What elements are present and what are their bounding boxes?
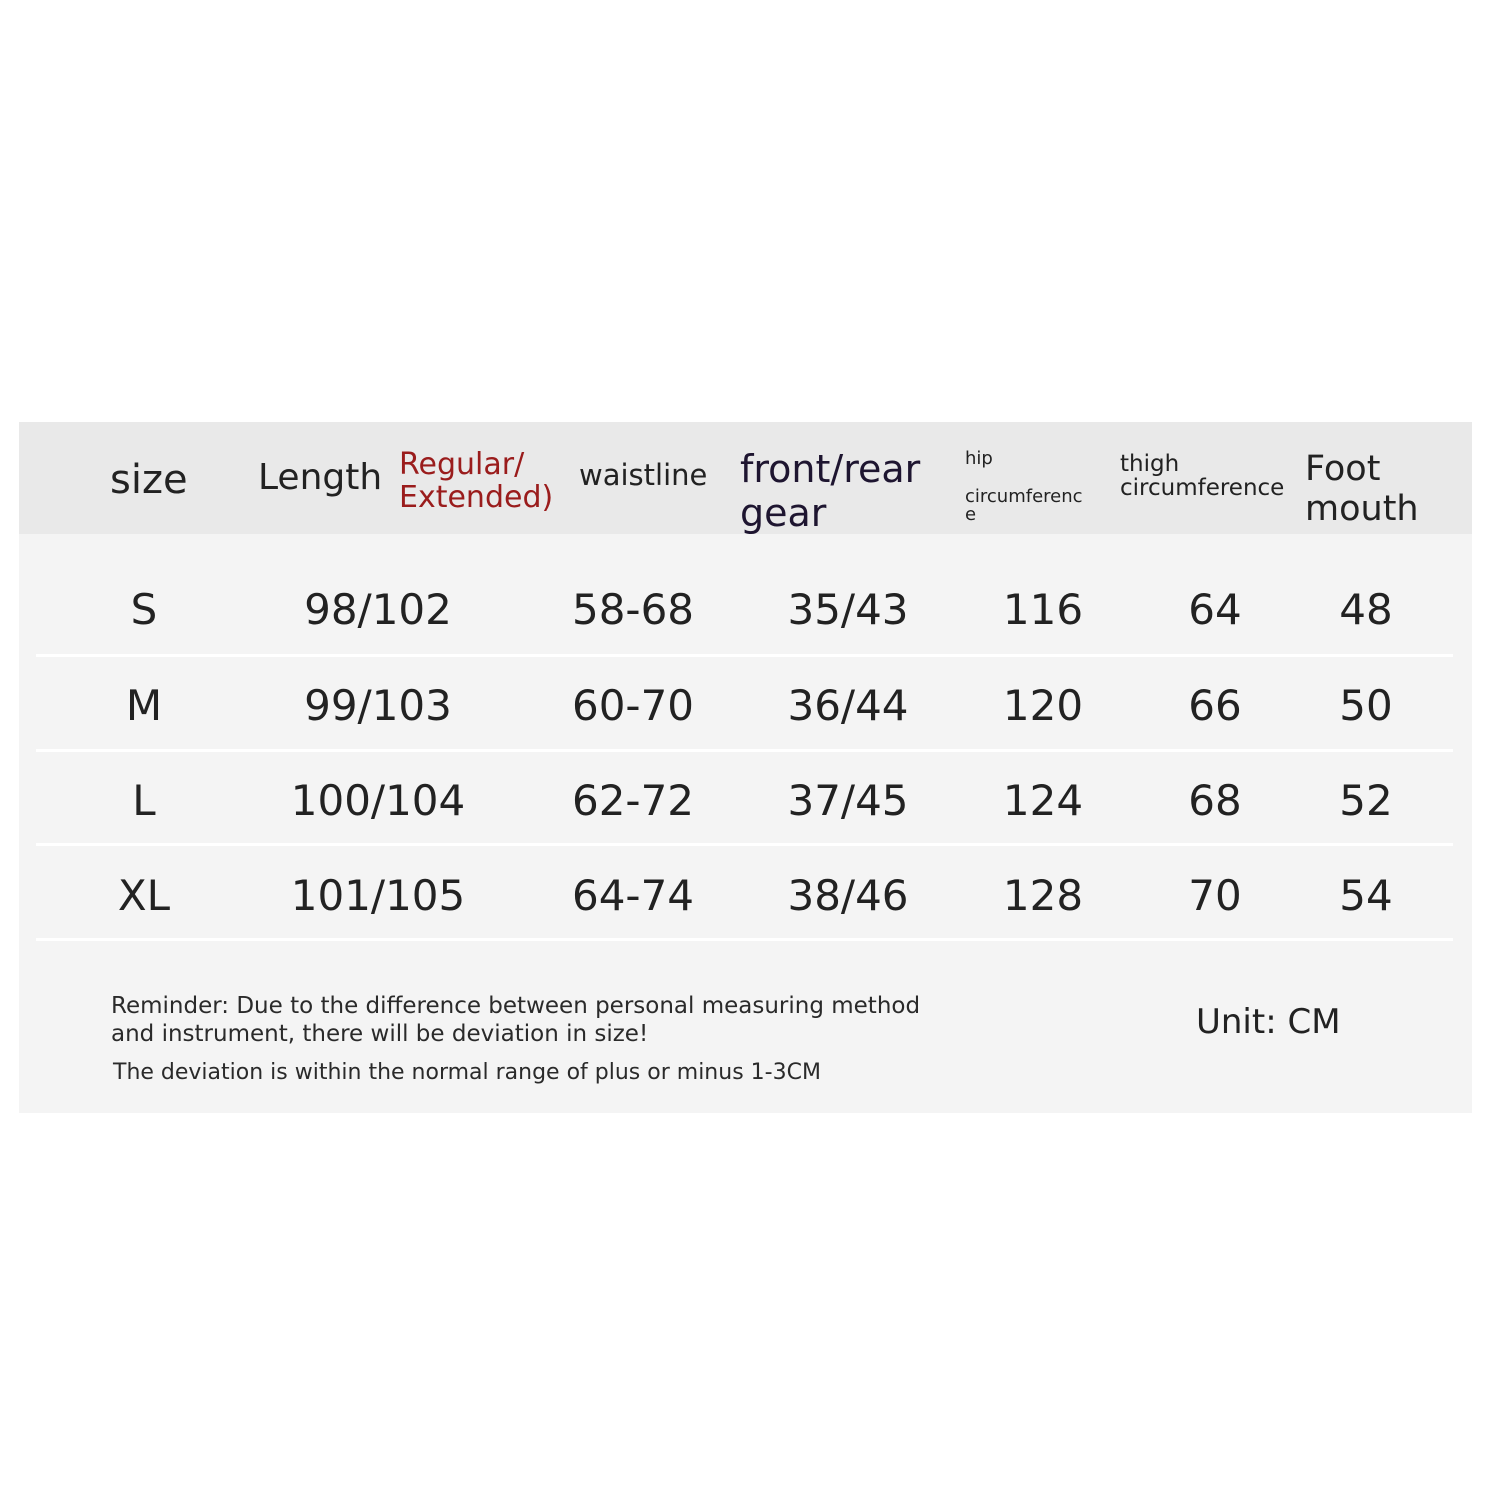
- table-row: [19, 848, 1472, 943]
- cell-length: 100/104: [290, 776, 466, 825]
- header-length-sub-line2: Extended): [399, 480, 554, 515]
- cell-gear: 37/45: [787, 776, 909, 825]
- cell-size: XL: [117, 871, 171, 920]
- header-length: Length: [258, 457, 383, 498]
- header-length-sub-line1: Regular/: [399, 447, 525, 482]
- header-thigh-line1: thigh: [1120, 451, 1180, 477]
- unit-label: Unit: CM: [1196, 1002, 1341, 1042]
- table-row: [19, 658, 1472, 753]
- header-gear-line1: front/rear: [740, 447, 921, 491]
- cell-thigh: 64: [1188, 585, 1242, 634]
- header-foot-mouth: [1305, 449, 1419, 530]
- header-row: [19, 422, 1472, 534]
- cell-hip: 116: [1002, 585, 1084, 634]
- header-hip-circumference: [965, 450, 1083, 524]
- reminder-text: Reminder: Due to the difference between personal measuring method and instrument, there will be deviation in size!: [111, 993, 921, 1047]
- header-hip-line2: circumferenc: [965, 486, 1083, 507]
- header-hip-line1: hip: [965, 448, 993, 469]
- cell-hip: 124: [1002, 776, 1084, 825]
- cell-hip: 128: [1002, 871, 1084, 920]
- cell-size: S: [130, 585, 158, 634]
- header-thigh-circumference: [1120, 452, 1284, 500]
- cell-gear: 36/44: [787, 681, 909, 730]
- cell-thigh: 68: [1188, 776, 1242, 825]
- size-chart-card: [19, 422, 1472, 1113]
- cell-length: 99/103: [304, 681, 452, 730]
- cell-waistline: 64-74: [571, 871, 695, 920]
- cell-gear: 38/46: [787, 871, 909, 920]
- cell-foot: 54: [1339, 871, 1393, 920]
- header-thigh-line2: circumference: [1120, 475, 1285, 502]
- header-front-rear-gear: [740, 448, 920, 535]
- header-foot-line2: mouth: [1305, 489, 1419, 530]
- header-gear-line2: gear: [740, 490, 827, 535]
- cell-foot: 48: [1339, 585, 1393, 634]
- cell-waistline: 60-70: [571, 681, 695, 730]
- header-hip-line3: e: [965, 504, 977, 525]
- cell-size: L: [132, 776, 156, 825]
- header-size: size: [110, 457, 188, 503]
- cell-size: M: [125, 681, 163, 730]
- cell-length: 101/105: [290, 871, 466, 920]
- row-divider: [36, 843, 1453, 846]
- cell-foot: 52: [1339, 776, 1393, 825]
- row-divider: [36, 749, 1453, 752]
- cell-length: 98/102: [304, 585, 452, 634]
- header-waistline: waistline: [579, 458, 708, 492]
- cell-waistline: 58-68: [571, 585, 695, 634]
- header-foot-line1: Foot: [1305, 449, 1381, 489]
- cell-foot: 50: [1339, 681, 1393, 730]
- row-divider: [36, 654, 1453, 657]
- cell-waistline: 62-72: [571, 776, 695, 825]
- header-length-subtitle: [399, 448, 553, 514]
- cell-thigh: 66: [1188, 681, 1242, 730]
- cell-gear: 35/43: [787, 585, 909, 634]
- cell-thigh: 70: [1188, 871, 1242, 920]
- cell-hip: 120: [1002, 681, 1084, 730]
- deviation-note: The deviation is within the normal range of plus or minus 1-3CM: [113, 1060, 821, 1085]
- table-row: [19, 753, 1472, 848]
- table-row: [19, 562, 1472, 657]
- row-divider: [36, 938, 1453, 941]
